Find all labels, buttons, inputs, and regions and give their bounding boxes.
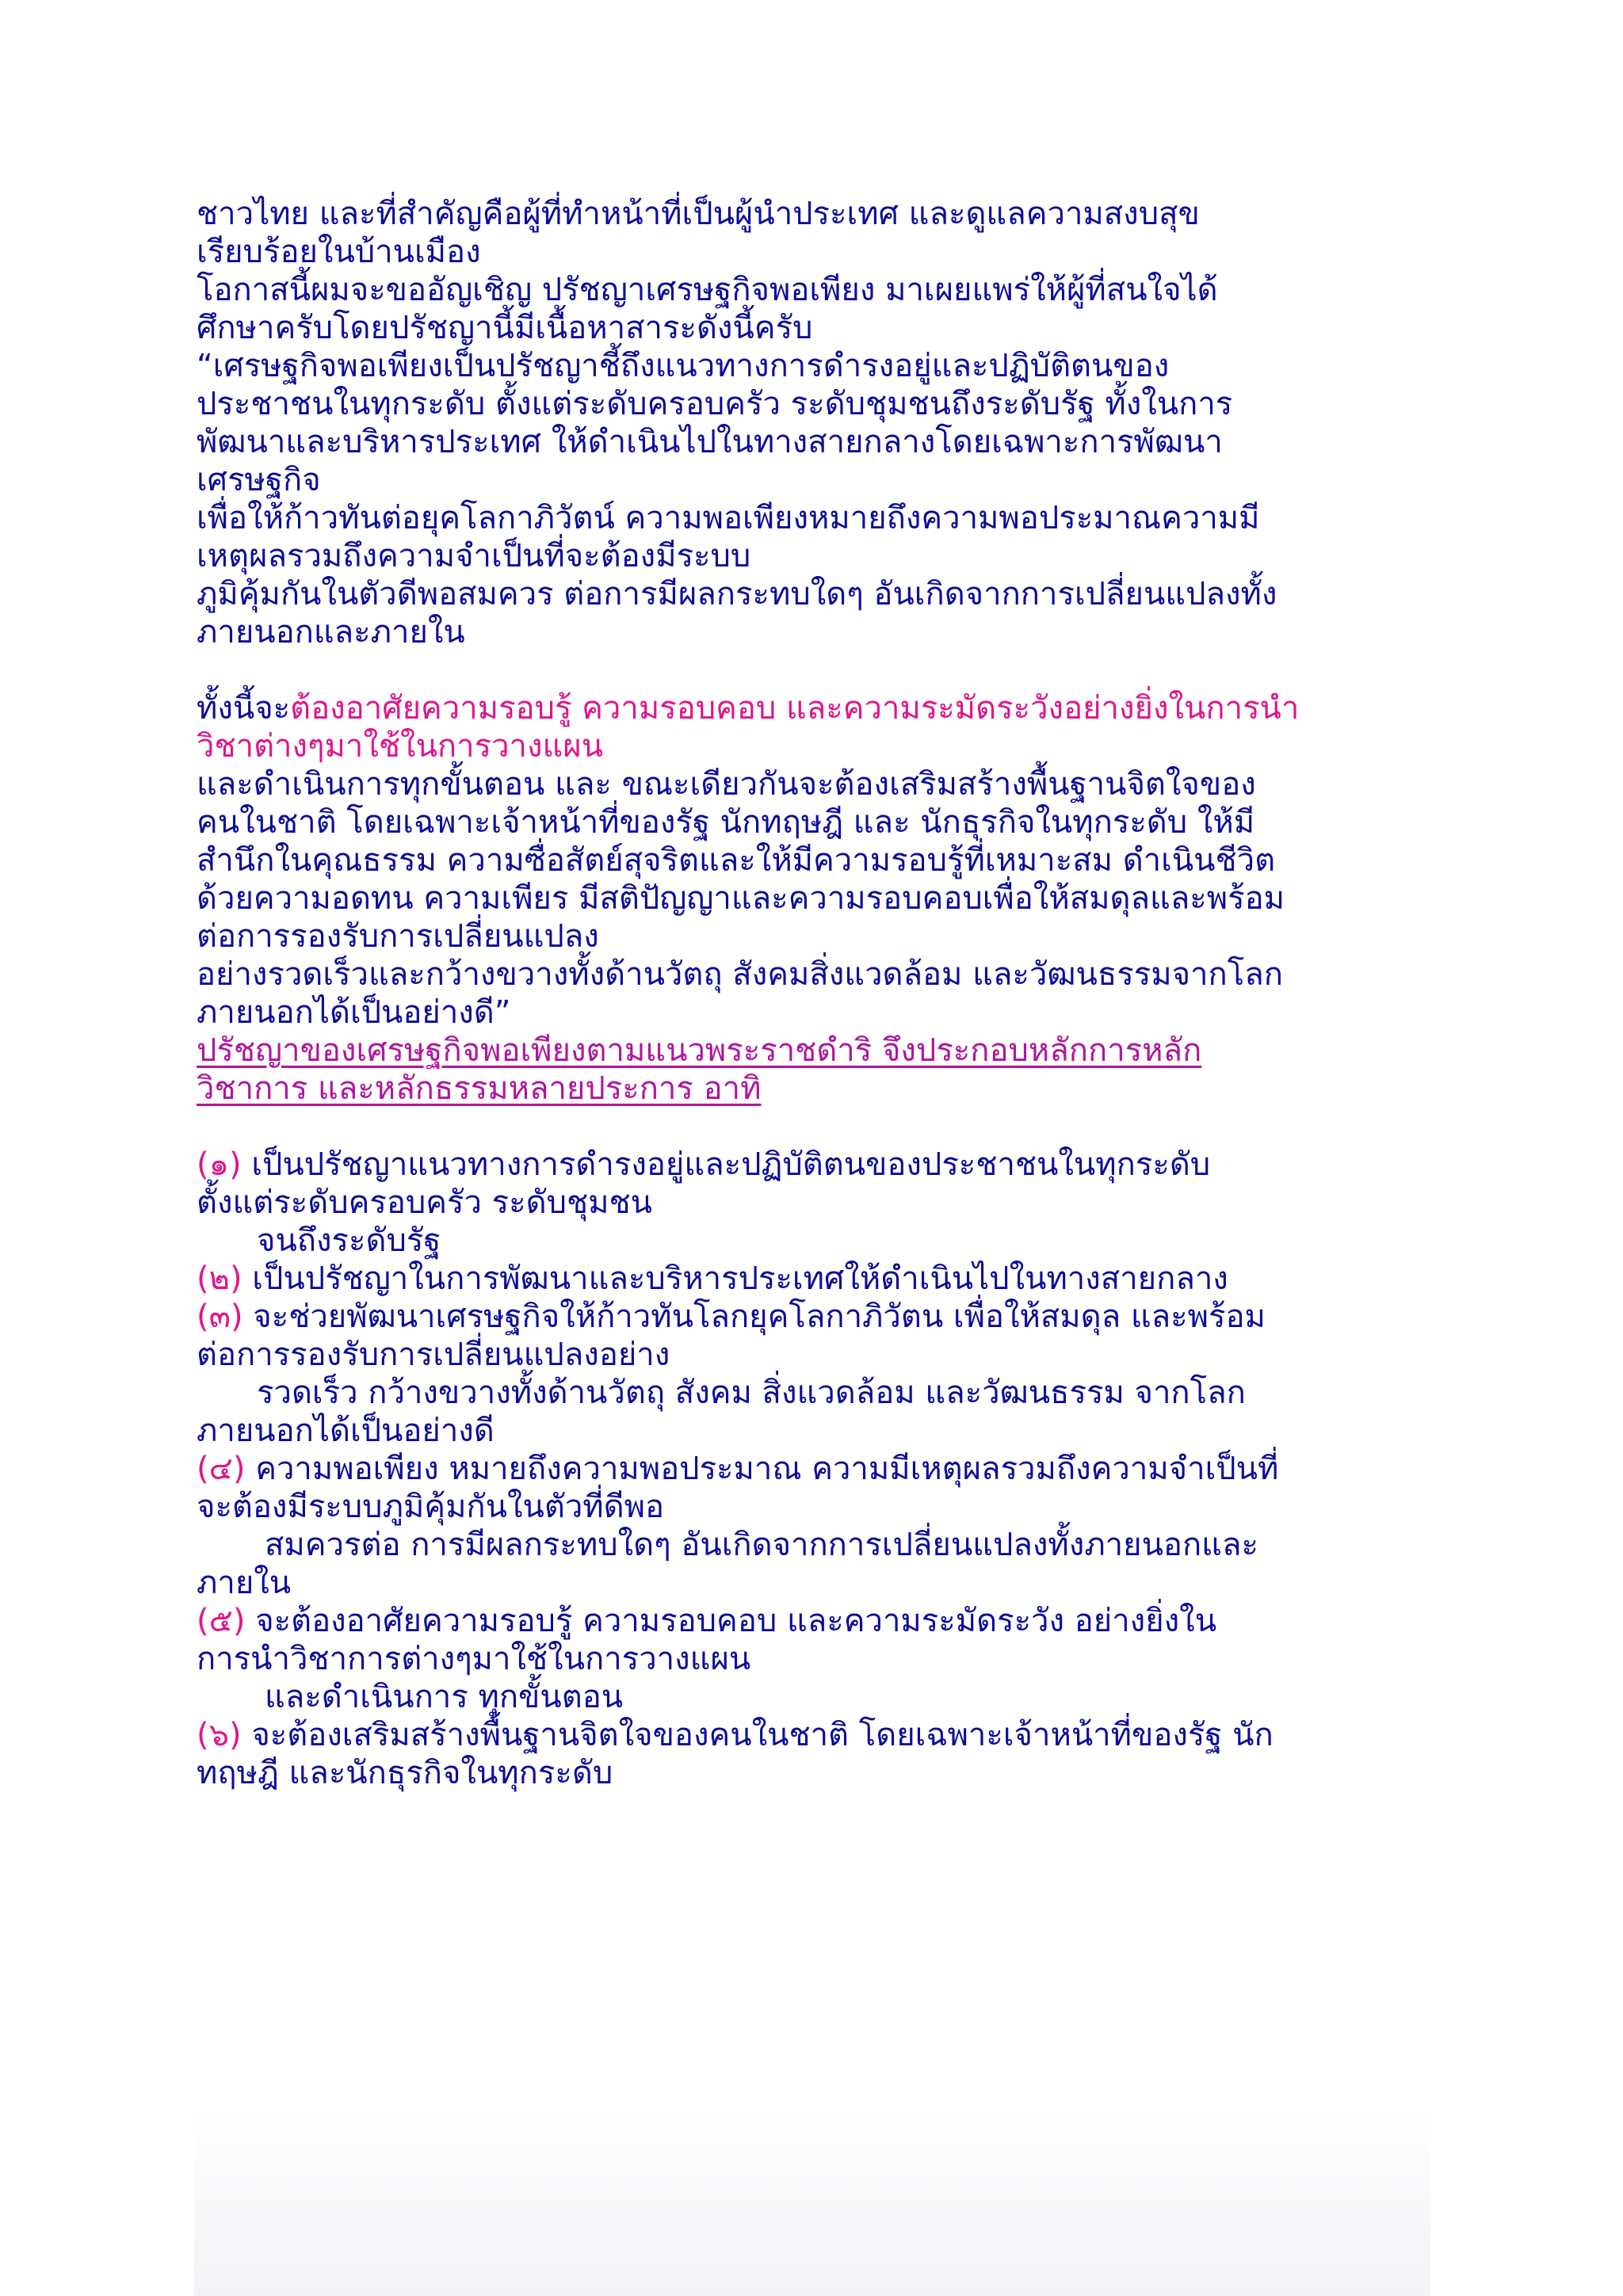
item-number: (๑)	[197, 1146, 242, 1183]
item-text: จะช่วยพัฒนาเศรษฐกิจให้ก้าวทันโลกยุคโลกาภิวัตน เพื่อให้สมดุล และพร้อม	[242, 1299, 1266, 1335]
item-text: เป็นปรัชญาในการพัฒนาและบริหารประเทศให้ดำเนินไปในทางสายกลาง	[242, 1261, 1228, 1297]
text-line: ประชาชนในทุกระดับ ตั้งแต่ระดับครอบครัว ระดับชุมชนถึงระดับรัฐ ทั้งในการ	[197, 386, 1233, 422]
text-line: ภายนอกได้เป็นอย่างดี”	[197, 994, 511, 1031]
text-line: เศรษฐกิจ	[197, 462, 321, 498]
item-number: (๕)	[197, 1603, 246, 1639]
text-line: ทฤษฎี และนักธุรกิจในทุกระดับ	[197, 1755, 613, 1791]
text-line: ตั้งแต่ระดับครอบครัว ระดับชุมชน	[197, 1184, 653, 1221]
item-text: เป็นปรัชญาแนวทางการดำรงอยู่และปฏิบัติตนของประชาชนในทุกระดับ	[241, 1146, 1211, 1183]
text-line: โอกาสนี้ผมจะขออัญเชิญ ปรัชญาเศรษฐกิจพอเพียง มาเผยแพร่ให้ผู้ที่สนใจได้	[197, 272, 1218, 308]
list-item	[197, 1146, 1433, 1184]
text-line: ศึกษาครับโดยปรัชญานี้มีเนื้อหาสาระดังนี้ครับ	[197, 310, 813, 346]
text-span: ทั้งนี้จะ	[197, 690, 291, 727]
text-line: สมควรต่อ การมีผลกระทบใดๆ อันเกิดจากการเปลี่ยนแปลงทั้งภายนอกและ	[265, 1527, 1258, 1563]
text-line: ภายนอกได้เป็นอย่างดี	[197, 1413, 495, 1449]
item-number: (๔)	[197, 1451, 246, 1487]
item-number: (๓)	[197, 1299, 243, 1335]
text-line: เรียบร้อยในบ้านเมือง	[197, 234, 481, 270]
item-text: ความพอเพียง หมายถึงความพอประมาณ ความมีเหตุผลรวมถึงความจำเป็นที่	[245, 1451, 1279, 1487]
section-heading	[197, 1070, 1433, 1108]
item-text: จะต้องเสริมสร้างพื้นฐานจิตใจของคนในชาติ โดยเฉพาะเจ้าหน้าที่ของรัฐ นัก	[241, 1717, 1274, 1753]
highlighted-text: ต้องอาศัยความรอบรู้ ความรอบคอบ และความระมัดระวังอย่างยิ่งในการนำ	[290, 690, 1300, 727]
text-line: รวดเร็ว กว้างขวางทั้งด้านวัตถุ สังคม สิ่งแวดล้อม และวัฒนธรรม จากโลก	[257, 1375, 1246, 1411]
paragraph-gap	[197, 651, 1433, 689]
text-line: ภูมิคุ้มกันในตัวดีพอสมควร ต่อการมีผลกระทบใดๆ อันเกิดจากการเปลี่ยนแปลงทั้ง	[197, 576, 1277, 612]
list-item	[197, 1450, 1433, 1488]
list-item	[197, 1716, 1433, 1754]
text-line: ต่อการรองรับการเปลี่ยนแปลง	[197, 918, 599, 955]
section-heading	[197, 1032, 1433, 1070]
page-bottom-shade	[194, 2107, 1430, 2296]
list-item	[197, 1260, 1433, 1298]
text-line: จะต้องมีระบบภูมิคุ้มกันในตัวที่ดีพอ	[197, 1489, 665, 1525]
list-item	[197, 1298, 1433, 1336]
text-line: และดำเนินการ ทุกขั้นตอน	[265, 1679, 624, 1715]
text-line: เหตุผลรวมถึงความจำเป็นที่จะต้องมีระบบ	[197, 538, 751, 574]
text-line: การนำวิชาการต่างๆมาใช้ในการวางแผน	[197, 1641, 751, 1677]
text-line: ภายนอกและภายใน	[197, 614, 465, 650]
text-line: พัฒนาและบริหารประเทศ ให้ดำเนินไปในทางสายกลางโดยเฉพาะการพัฒนา	[197, 424, 1223, 460]
item-number: (๖)	[197, 1717, 242, 1753]
text-line: ชาวไทย และที่สำคัญคือผู้ที่ทำหน้าที่เป็นผู้นำประเทศ และดูแลความสงบสุข	[197, 196, 1200, 232]
item-number: (๒)	[197, 1261, 242, 1297]
text-line: ด้วยความอดทน ความเพียร มีสติปัญญาและความรอบคอบเพื่อให้สมดุลและพร้อม	[197, 880, 1285, 917]
text-line: และดำเนินการทุกขั้นตอน และ ขณะเดียวกันจะต้องเสริมสร้างพื้นฐานจิตใจของ	[197, 766, 1256, 803]
heading-text: ปรัชญาของเศรษฐกิจพอเพียงตามแนวพระราชดำริ จึงประกอบหลักการหลัก	[197, 1032, 1202, 1069]
text-line: อย่างรวดเร็วและกว้างขวางทั้งด้านวัตถุ สังคมสิ่งแวดล้อม และวัฒนธรรมจากโลก	[197, 956, 1283, 993]
list-item	[197, 1602, 1433, 1640]
item-text: จะต้องอาศัยความรอบรู้ ความรอบคอบ และความระมัดระวัง อย่างยิ่งใน	[245, 1603, 1217, 1639]
text-line: จนถึงระดับรัฐ	[257, 1222, 441, 1259]
heading-text: วิชาการ และหลักธรรมหลายประการ อาทิ	[197, 1070, 762, 1107]
text-line-mixed	[197, 689, 1433, 727]
text-line: ต่อการรองรับการเปลี่ยนแปลงอย่าง	[197, 1337, 670, 1373]
text-line: “เศรษฐกิจพอเพียงเป็นปรัชญาชี้ถึงแนวทางการดำรงอยู่และปฏิบัติตนของ	[197, 348, 1170, 384]
text-line: คนในชาติ โดยเฉพาะเจ้าหน้าที่ของรัฐ นักทฤษฎี และ นักธุรกิจในทุกระดับ ให้มี	[197, 804, 1255, 841]
document-body	[197, 195, 1433, 1792]
text-line: เพื่อให้ก้าวทันต่อยุคโลกาภิวัตน์ ความพอเพียงหมายถึงความพอประมาณความมี	[197, 500, 1260, 536]
text-line: ภายใน	[197, 1565, 292, 1601]
paragraph-gap	[197, 1108, 1433, 1146]
text-line: สำนึกในคุณธรรม ความซื่อสัตย์สุจริตและให้มีความรอบรู้ที่เหมาะสม ดำเนินชีวิต	[197, 842, 1276, 879]
highlighted-line: วิชาต่างๆมาใช้ในการวางแผน	[197, 728, 604, 765]
